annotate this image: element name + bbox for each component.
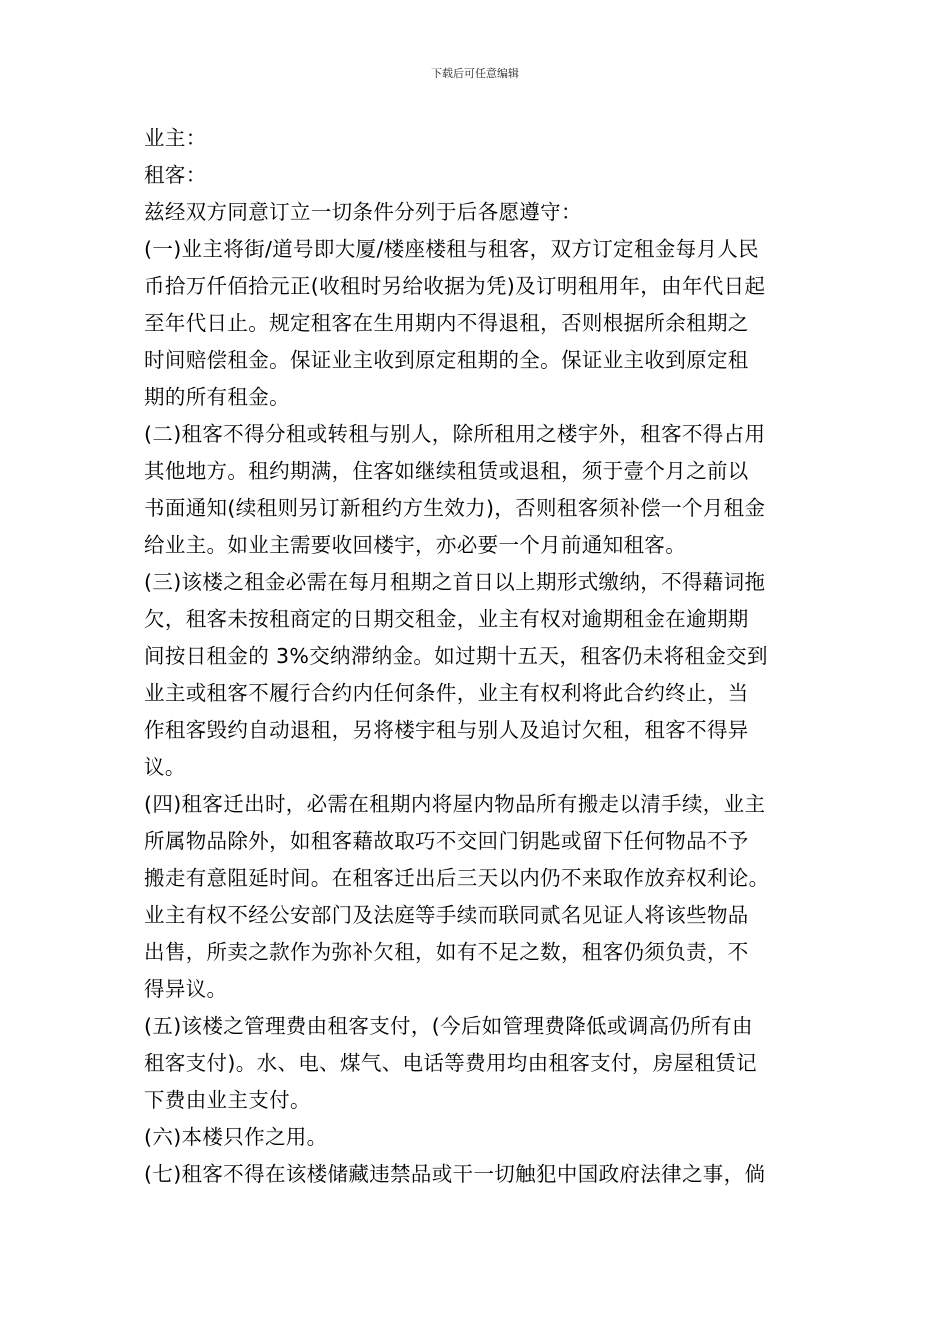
text-line: 得异议。	[144, 977, 228, 1001]
text-line: 议。	[144, 755, 186, 779]
text-line: (六)本楼只作之用。	[144, 1125, 328, 1149]
text-line: 期的所有租金。	[144, 385, 290, 409]
text-line: 币拾万仟佰拾元正(收租时另给收据为凭)及订明租用年，由年代日起	[144, 274, 766, 298]
text-line: 作租客毁约自动退租，另将楼宇租与别人及追讨欠租，租客不得异	[144, 718, 749, 742]
text-line: (七)租客不得在该楼储藏违禁品或干一切触犯中国政府法律之事，倘	[144, 1162, 766, 1186]
text-line: 租客：	[144, 163, 207, 187]
text-line: (五)该楼之管理费由租客支付，(今后如管理费降低或调高仍所有由	[144, 1014, 753, 1038]
text-line: 至年代日止。规定租客在生用期内不得退租，否则根据所余租期之	[144, 311, 749, 335]
text-line: 给业主。如业主需要收回楼宇，亦必要一个月前通知租客。	[144, 533, 687, 557]
text-line: 欠，租客未按租商定的日期交租金，业主有权对逾期租金在逾期期	[144, 607, 749, 631]
text-line: 其他地方。租约期满，住客如继续租赁或退租，须于壹个月之前以	[144, 459, 749, 483]
text-line: 租客支付)。水、电、煤气、电话等费用均由租客支付，房屋租赁记	[144, 1051, 757, 1075]
text-line: 时间赔偿租金。保证业主收到原定租期的全。保证业主收到原定租	[144, 348, 749, 372]
page-header-note: 下载后可任意编辑	[431, 67, 519, 80]
text-line: 间按日租金的 3%交纳滞纳金。如过期十五天，租客仍未将租金交到	[144, 644, 768, 668]
text-line: 兹经双方同意订立一切条件分列于后各愿遵守：	[144, 200, 582, 224]
text-line: 所属物品除外，如租客藉故取巧不交回门钥匙或留下任何物品不予	[144, 829, 749, 853]
text-line: (二)租客不得分租或转租与别人，除所租用之楼宇外，租客不得占用	[144, 422, 766, 446]
contract-body	[144, 120, 834, 1193]
text-line: 搬走有意阻延时间。在租客迁出后三天以内仍不来取作放弃权利论。	[144, 866, 770, 890]
text-line: 业主或租客不履行合约内任何条件，业主有权利将此合约终止，当	[144, 681, 749, 705]
text-line: 业主：	[144, 126, 207, 150]
text-line: (一)业主将街/道号即大厦/楼座楼租与租客，双方订定租金每月人民	[144, 237, 760, 261]
text-line: 下费由业主支付。	[144, 1088, 311, 1112]
text-line: 出售，所卖之款作为弥补欠租，如有不足之数，租客仍须负责，不	[144, 940, 749, 964]
text-line: 业主有权不经公安部门及法庭等手续而联同贰名见证人将该些物品	[144, 903, 749, 927]
text-line: (三)该楼之租金必需在每月租期之首日以上期形式缴纳，不得藉词拖	[144, 570, 766, 594]
text-line: 书面通知(续租则另订新租约方生效力)，否则租客须补偿一个月租金	[144, 496, 766, 520]
text-line: (四)租客迁出时，必需在租期内将屋内物品所有搬走以清手续，业主	[144, 792, 766, 816]
